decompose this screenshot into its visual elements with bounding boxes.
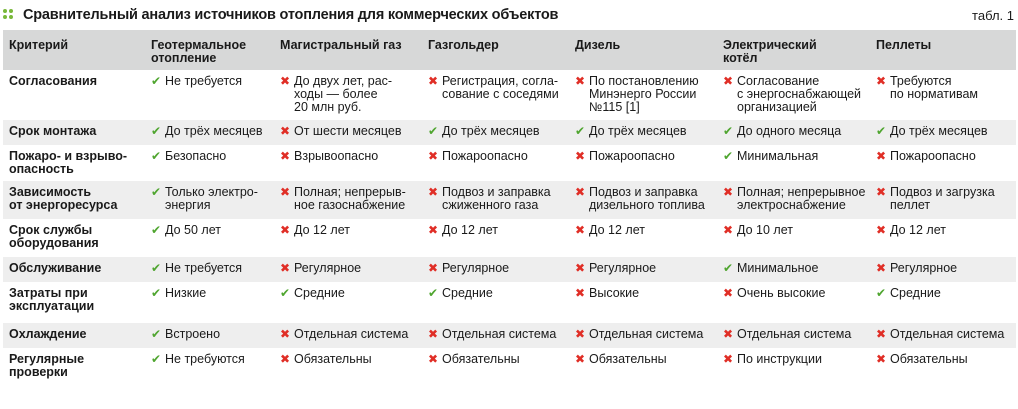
value-text: До двух лет, рас- ходы — более 20 млн руб.	[294, 74, 393, 114]
cross-icon: ✖	[428, 74, 439, 88]
cross-icon: ✖	[280, 124, 291, 138]
criterion-cell	[3, 70, 145, 120]
table-row	[3, 323, 1016, 348]
criterion-label: Регулярные проверки	[9, 352, 85, 379]
value-text: Регулярное	[890, 261, 958, 275]
table-row	[3, 257, 1016, 282]
value-text: Обязательны	[294, 352, 372, 366]
value-cell	[569, 120, 717, 145]
check-icon: ✔	[151, 327, 162, 341]
value-text: По постановлению Минэнерго России №115 [1]	[589, 74, 699, 114]
check-icon: ✔	[428, 286, 439, 300]
cross-icon: ✖	[428, 352, 439, 366]
value-cell	[717, 257, 870, 282]
value-cell	[145, 348, 274, 384]
value-cell	[870, 282, 1016, 323]
cross-icon: ✖	[280, 74, 291, 88]
criterion-cell	[3, 348, 145, 384]
cross-icon: ✖	[280, 185, 291, 199]
check-icon: ✔	[280, 286, 291, 300]
check-icon: ✔	[151, 124, 162, 138]
cross-icon: ✖	[428, 261, 439, 275]
value-text: До 10 лет	[737, 223, 793, 237]
table-row	[3, 70, 1016, 120]
value-text: До трёх месяцев	[890, 124, 988, 138]
cross-icon: ✖	[876, 74, 887, 88]
criterion-label: Охлаждение	[9, 327, 87, 341]
value-cell	[870, 70, 1016, 120]
value-text: Обязательны	[890, 352, 968, 366]
value-cell	[569, 70, 717, 120]
cross-icon: ✖	[723, 286, 734, 300]
value-cell	[717, 70, 870, 120]
cross-icon: ✖	[280, 223, 291, 237]
cross-icon: ✖	[280, 327, 291, 341]
column-header: Электрический котёл	[723, 38, 817, 65]
value-text: Безопасно	[165, 149, 227, 163]
check-icon: ✔	[151, 185, 162, 199]
value-text: Полная; непрерывное электроснабжение	[737, 185, 866, 212]
value-text: Отдельная система	[294, 327, 409, 341]
value-cell	[569, 145, 717, 181]
value-text: Подвоз и заправка дизельного топлива	[589, 185, 705, 212]
table-number: табл. 1	[972, 8, 1014, 23]
cross-icon: ✖	[428, 185, 439, 199]
value-cell	[274, 120, 422, 145]
value-cell	[569, 282, 717, 323]
cross-icon: ✖	[575, 74, 586, 88]
cross-icon: ✖	[280, 261, 291, 275]
check-icon: ✔	[151, 286, 162, 300]
value-text: Взрывоопасно	[294, 149, 379, 163]
value-cell	[569, 219, 717, 257]
value-cell	[422, 323, 569, 348]
value-cell	[717, 323, 870, 348]
value-cell	[717, 145, 870, 181]
table-header-row	[3, 30, 1016, 70]
bullet-dots-icon	[3, 9, 15, 21]
value-text: Отдельная система	[442, 327, 557, 341]
value-text: Отдельная система	[589, 327, 704, 341]
cross-icon: ✖	[428, 223, 439, 237]
cross-icon: ✖	[723, 185, 734, 199]
criterion-label: Зависимость от энергоресурса	[9, 185, 118, 212]
value-cell	[422, 70, 569, 120]
value-cell	[422, 257, 569, 282]
value-text: Требуются по нормативам	[890, 74, 979, 101]
value-text: Высокие	[589, 286, 640, 300]
check-icon: ✔	[151, 74, 162, 88]
value-text: До трёх месяцев	[165, 124, 263, 138]
cross-icon: ✖	[723, 74, 734, 88]
check-icon: ✔	[723, 149, 734, 163]
value-text: Средние	[294, 286, 345, 300]
check-icon: ✔	[723, 124, 734, 138]
value-text: Только электро- энергия	[165, 185, 258, 212]
value-cell	[145, 323, 274, 348]
value-text: Минимальное	[737, 261, 819, 275]
value-text: Полная; непрерыв- ное газоснабжение	[294, 185, 406, 212]
value-text: Регистрация, согла- сование с соседями	[442, 74, 559, 101]
value-text: До трёх месяцев	[589, 124, 687, 138]
title-bar	[0, 0, 1018, 30]
value-text: Согласование с энергоснабжающей организацией	[737, 74, 862, 114]
cross-icon: ✖	[575, 261, 586, 275]
value-text: Подвоз и загрузка пеллет	[890, 185, 995, 212]
cross-icon: ✖	[575, 352, 586, 366]
cross-icon: ✖	[428, 149, 439, 163]
value-text: Средние	[442, 286, 493, 300]
value-cell	[422, 181, 569, 219]
cross-icon: ✖	[280, 149, 291, 163]
value-cell	[274, 323, 422, 348]
value-cell	[717, 219, 870, 257]
value-cell	[569, 257, 717, 282]
cross-icon: ✖	[876, 352, 887, 366]
check-icon: ✔	[151, 223, 162, 237]
criterion-label: Обслуживание	[9, 261, 102, 275]
table-row	[3, 145, 1016, 181]
value-cell	[870, 219, 1016, 257]
value-cell	[145, 282, 274, 323]
value-cell	[145, 120, 274, 145]
table-row	[3, 219, 1016, 257]
cross-icon: ✖	[876, 327, 887, 341]
cross-icon: ✖	[876, 223, 887, 237]
value-cell	[274, 145, 422, 181]
value-cell	[717, 282, 870, 323]
cross-icon: ✖	[876, 261, 887, 275]
criterion-label: Затраты при эксплуатации	[9, 286, 95, 313]
value-text: Пожароопасно	[890, 149, 976, 163]
cross-icon: ✖	[575, 185, 586, 199]
table-row	[3, 120, 1016, 145]
value-text: До трёх месяцев	[442, 124, 540, 138]
cross-icon: ✖	[428, 327, 439, 341]
cross-icon: ✖	[280, 352, 291, 366]
value-text: До 12 лет	[589, 223, 645, 237]
value-text: Отдельная система	[737, 327, 852, 341]
cross-icon: ✖	[723, 352, 734, 366]
value-cell	[145, 181, 274, 219]
table-row	[3, 348, 1016, 384]
check-icon: ✔	[876, 286, 887, 300]
criterion-cell	[3, 120, 145, 145]
value-text: Обязательны	[589, 352, 667, 366]
value-text: Не требуется	[165, 74, 243, 88]
check-icon: ✔	[151, 149, 162, 163]
criterion-label: Согласования	[9, 74, 98, 88]
value-text: До 12 лет	[890, 223, 946, 237]
cross-icon: ✖	[575, 327, 586, 341]
criterion-label: Пожаро- и взрыво- опасность	[9, 149, 128, 176]
value-text: Встроено	[165, 327, 221, 341]
table-title: Сравнительный анализ источников отопления для коммерческих объектов	[23, 7, 559, 23]
check-icon: ✔	[151, 261, 162, 275]
value-text: Регулярное	[442, 261, 510, 275]
value-cell	[422, 282, 569, 323]
value-cell	[145, 70, 274, 120]
check-icon: ✔	[151, 352, 162, 366]
cross-icon: ✖	[575, 149, 586, 163]
table-row	[3, 181, 1016, 219]
check-icon: ✔	[876, 124, 887, 138]
criterion-cell	[3, 145, 145, 181]
value-cell	[870, 323, 1016, 348]
cross-icon: ✖	[575, 286, 586, 300]
column-header: Дизель	[575, 38, 621, 52]
value-cell	[569, 323, 717, 348]
criterion-cell	[3, 323, 145, 348]
value-cell	[145, 145, 274, 181]
value-text: Очень высокие	[737, 286, 826, 300]
value-cell	[870, 348, 1016, 384]
value-text: Обязательны	[442, 352, 520, 366]
value-cell	[717, 181, 870, 219]
value-cell	[569, 348, 717, 384]
value-cell	[274, 257, 422, 282]
value-text: Пожароопасно	[589, 149, 675, 163]
value-cell	[274, 282, 422, 323]
check-icon: ✔	[575, 124, 586, 138]
value-cell	[422, 145, 569, 181]
value-cell	[274, 181, 422, 219]
value-cell	[717, 348, 870, 384]
value-cell	[422, 348, 569, 384]
value-cell	[569, 181, 717, 219]
value-cell	[274, 219, 422, 257]
column-header: Пеллеты	[876, 38, 932, 52]
value-text: До 50 лет	[165, 223, 221, 237]
value-cell	[422, 219, 569, 257]
value-text: Подвоз и заправка сжиженного газа	[442, 185, 551, 212]
criterion-cell	[3, 257, 145, 282]
criterion-label: Срок службы оборудования	[9, 223, 99, 250]
check-icon: ✔	[428, 124, 439, 138]
value-text: Не требуются	[165, 352, 245, 366]
value-cell	[870, 145, 1016, 181]
value-cell	[274, 70, 422, 120]
cross-icon: ✖	[876, 149, 887, 163]
criterion-cell	[3, 181, 145, 219]
value-cell	[145, 219, 274, 257]
value-text: Регулярное	[294, 261, 362, 275]
column-header: Газгольдер	[428, 38, 499, 52]
value-text: Отдельная система	[890, 327, 1005, 341]
value-text: До одного месяца	[737, 124, 842, 138]
value-text: От шести месяцев	[294, 124, 402, 138]
criterion-label: Срок монтажа	[9, 124, 97, 138]
value-cell	[422, 120, 569, 145]
check-icon: ✔	[723, 261, 734, 275]
value-cell	[870, 120, 1016, 145]
cross-icon: ✖	[723, 327, 734, 341]
value-cell	[870, 181, 1016, 219]
value-text: До 12 лет	[442, 223, 498, 237]
value-text: Минимальная	[737, 149, 819, 163]
column-header: Критерий	[9, 38, 69, 52]
value-text: Низкие	[165, 286, 207, 300]
value-text: Регулярное	[589, 261, 657, 275]
cross-icon: ✖	[723, 223, 734, 237]
comparison-table	[3, 30, 1016, 384]
value-text: Средние	[890, 286, 941, 300]
value-text: До 12 лет	[294, 223, 350, 237]
value-text: Не требуется	[165, 261, 243, 275]
value-cell	[274, 348, 422, 384]
column-header: Магистральный газ	[280, 38, 402, 52]
table-row	[3, 282, 1016, 323]
column-header: Геотермальное отопление	[151, 38, 247, 65]
cross-icon: ✖	[876, 185, 887, 199]
criterion-cell	[3, 219, 145, 257]
value-text: Пожароопасно	[442, 149, 528, 163]
criterion-cell	[3, 282, 145, 323]
value-cell	[717, 120, 870, 145]
value-cell	[145, 257, 274, 282]
cross-icon: ✖	[575, 223, 586, 237]
value-cell	[870, 257, 1016, 282]
value-text: По инструкции	[737, 352, 822, 366]
